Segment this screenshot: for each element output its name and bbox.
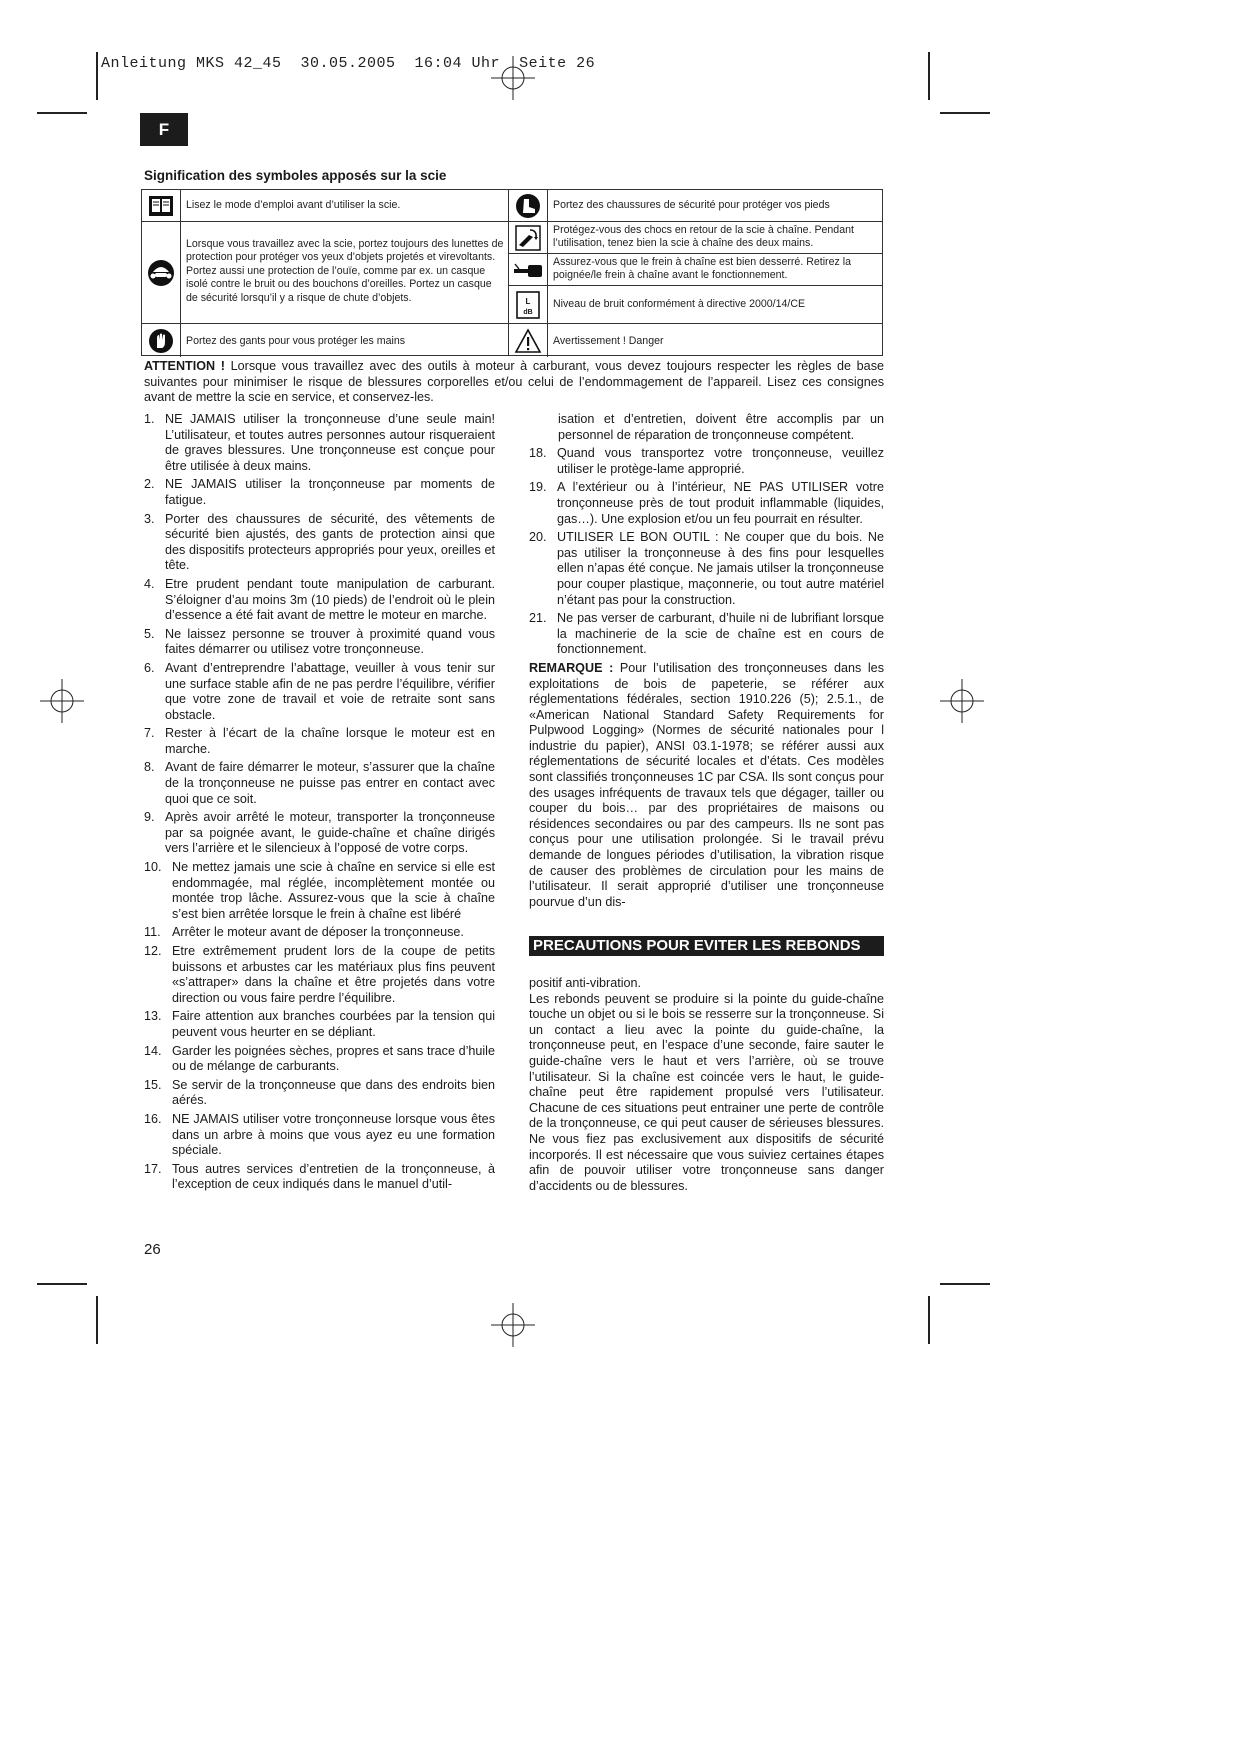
- list-number: 16.: [144, 1111, 162, 1126]
- list-number: 5.: [144, 626, 155, 641]
- chain-brake-icon: [509, 254, 548, 285]
- page-number: 26: [144, 1241, 161, 1258]
- print-slug: Anleitung MKS 42_45 30.05.2005 16:04 Uhr Seite 26: [101, 55, 596, 72]
- symbol-text: Portez des chaussures de sécurité pour protéger vos pieds: [553, 199, 830, 211]
- list-item: [144, 1162, 495, 1193]
- list-text: Se servir de la tronçonneuse que dans des endroits bien aérés.: [172, 1077, 495, 1108]
- list-text: Ne laissez personne se trouver à proximité quand vous faites démarrer ou utilisez votre tronçonneuse.: [165, 626, 495, 657]
- registration-mark-left: [40, 679, 84, 723]
- symbol-row: [142, 324, 508, 357]
- registration-mark-bottom: [491, 1303, 535, 1347]
- symbol-row: [509, 222, 882, 254]
- list-number: 17.: [144, 1161, 162, 1176]
- list-item: [144, 760, 495, 807]
- list-item: [529, 611, 884, 658]
- list-item: [144, 1112, 495, 1159]
- list-item: [144, 512, 495, 574]
- attention-paragraph: [144, 359, 884, 406]
- attention-label: ATTENTION !: [144, 359, 225, 373]
- list-item: [529, 530, 884, 608]
- list-item: [144, 726, 495, 757]
- symbol-text: Lorsque vous travaillez avec la scie, portez toujours des lunettes de protection pour protéger vos yeux d’objets projetés et virevoltants. Portez aussi une protection de l’ouïe, comme par ex. un casque isolé contre le bruit ou des bouchons d’oreilles. Portez un casque de sécurité lorsqu’il y a risque de chute d’objets.: [186, 238, 504, 304]
- list-text: Etre prudent pendant toute manipulation de carburant. S’éloigner d’au moins 3m (10 pieds) de l’endroit où le plein d’essence a été fait avant de mettre le moteur en marche.: [165, 576, 495, 623]
- list-item: [144, 810, 495, 857]
- list-item: [144, 661, 495, 723]
- crop-mark-bottom-left-vertical: [96, 1296, 98, 1344]
- rules-right-column: [529, 412, 884, 1194]
- list-number: 9.: [144, 810, 155, 825]
- symbol-row: [509, 254, 882, 286]
- manual-book-icon: [142, 190, 181, 221]
- list-text: Faire attention aux branches courbées par la tension qui peuvent vous heurter en se dépliant.: [172, 1009, 495, 1039]
- kickback-icon: [509, 222, 548, 253]
- symbol-row: [509, 324, 882, 357]
- symbol-text: Protégez-vous des chocs en retour de la scie à chaîne. Pendant l’utilisation, tenez bien la scie à chaîne des deux mains.: [553, 224, 854, 250]
- svg-text:L: L: [525, 296, 531, 306]
- list-number: 11.: [144, 925, 161, 940]
- symbol-table-left-column: [142, 190, 509, 355]
- list-item: [529, 446, 884, 477]
- list-number: 4.: [144, 576, 155, 591]
- list-number: 12.: [144, 944, 162, 958]
- list-item-continued: isation et d’entretien, doivent être accomplis par un personnel de réparation de tronçonneuse compétent.: [558, 412, 884, 442]
- crop-mark-top-right-horizontal: [940, 112, 990, 114]
- list-number: 8.: [144, 760, 155, 775]
- list-number: 14.: [144, 1043, 162, 1058]
- crop-mark-bottom-right-horizontal: [940, 1283, 990, 1285]
- symbol-text: Lisez le mode d’emploi avant d’utiliser la scie.: [186, 199, 401, 211]
- list-item: [144, 627, 495, 658]
- crop-mark-bottom-right-vertical: [928, 1296, 930, 1344]
- list-number: 18.: [529, 446, 547, 461]
- symbol-row: [142, 190, 508, 222]
- remark-continuation: positif anti-vibration.: [529, 976, 641, 990]
- list-number: 20.: [529, 530, 547, 545]
- list-number: 19.: [529, 480, 547, 495]
- list-text: Quand vous transportez votre tronçonneuse, veuillez utiliser le protège-lame approprié.: [557, 446, 884, 476]
- attention-text: Lorsque vous travaillez avec des outils à moteur à carburant, vous devez toujours respecter les règles de base suivantes pour minimiser le risque de blessures corporelles et/ou celui de l’endommagement de l’appareil. Lisez ces consignes avant de mettre la scie en service, et conservez-les.: [144, 359, 884, 405]
- symbol-row: [509, 190, 882, 222]
- list-text: Arrêter le moteur avant de déposer la tronçonneuse.: [172, 925, 464, 940]
- list-text: Ne pas verser de carburant, d’huile ni de lubrifiant lorsque la machinerie de la scie de chaîne est en cours de fonctionnement.: [557, 611, 884, 657]
- list-item: [144, 477, 495, 508]
- list-item: [144, 577, 495, 624]
- list-text: NE JAMAIS utiliser votre tronçonneuse lorsque vous êtes dans un arbre à moins que vous ayez eu une formation spéciale.: [172, 1111, 495, 1158]
- list-item: [144, 925, 495, 941]
- gloves-icon: [142, 324, 181, 357]
- symbol-table-right-column: [509, 190, 882, 355]
- crop-mark-top-left-horizontal: [37, 112, 87, 114]
- list-text: Tous autres services d’entretien de la tronçonneuse, à l’exception de ceux indiqués dans le manuel d’util-: [172, 1161, 495, 1192]
- warning-triangle-icon: [509, 324, 548, 357]
- list-item: [144, 412, 495, 474]
- svg-text:dB: dB: [523, 308, 533, 316]
- list-text: Garder les poignées sèches, propres et sans trace d’huile ou de mélange de carburants.: [172, 1043, 495, 1074]
- list-text: UTILISER LE BON OUTIL : Ne couper que du bois. Ne pas utiliser la tronçonneuse à des fins pour lesquelles ellen n’apas été conçue. Ne jamais utilser la tronçonneuse pour couper plastique, maçonnerie, ou tout autre matériel n’étant pas pour la construction.: [557, 530, 884, 607]
- remark-text: Pour l’utilisation des tronçonneuses dans les exploitations de bois de papeterie, se référer aux réglementations fédérales, section 1910.226 (5); 2.5.1., de «American National Standard Safety Requirements for Pulpwood Logging» (Normes de sécurité nationales pour l industrie du papier), ANSI 03.1-1978; se référer aussi aux réglementations de sécurité locales et d’états. Ces modèles sont classifiés tronçonneuses 1C par CSA. Ils sont conçus pour des usages infréquents de travaux tels que dégager, tailler ou couper du bois… par des propriétaires de maisons ou résidences secondaires ou par des campeurs. Ils ne sont pas conçus pour une utilisation prolongée. Si le travail prévu demande de longues périodes d’utilisation, la vibration risque de causer des problèmes de circulation pour les mains de l’utilisateur. Il serait approprié d’utiliser une tronçonneuse pourvue d’un dis-: [529, 660, 884, 909]
- registration-mark-right: [940, 679, 984, 723]
- crop-mark-top-left-vertical: [96, 52, 98, 100]
- list-item: [144, 944, 495, 1006]
- remark-label: REMARQUE :: [529, 660, 614, 675]
- crop-mark-bottom-left-horizontal: [37, 1283, 87, 1285]
- rules-left-column: [144, 412, 495, 1196]
- symbol-text: Niveau de bruit conformément à directive 2000/14/CE: [553, 298, 806, 310]
- symbol-text: Portez des gants pour vous protéger les mains: [186, 335, 406, 347]
- symbol-text: Avertissement ! Danger: [553, 335, 664, 347]
- list-item: [144, 1044, 495, 1075]
- list-text: Rester à l’écart de la chaîne lorsque le moteur est en marche.: [165, 726, 495, 756]
- list-number: 10.: [144, 860, 162, 875]
- safety-boots-icon: [509, 190, 548, 221]
- list-number: 3.: [144, 511, 155, 526]
- list-text: Etre extrêmement prudent lors de la coupe de petits buissons et arbustes car les matériaux plus fins peuvent «s’attraper» dans la chaîne et être projetés dans votre direction ou vous faire perdre l’équilibre.: [172, 944, 495, 1005]
- remark-paragraph: [529, 661, 884, 911]
- list-text: A l’extérieur ou à l’intérieur, NE PAS UTILISER votre tronçonneuse près de tout produit inflammable (liquides, gas…). Une explosion et/ou un feu pourrait en résulter.: [557, 480, 884, 526]
- list-text: Porter des chaussures de sécurité, des vêtements de sécurité bien ajustés, des gants de protection ainsi que des dispositifs protecteurs appropriés pour yeux, oreilles et tête.: [165, 511, 495, 573]
- symbol-text: Assurez-vous que le frein à chaîne est bien desserré. Retirez la poignée/le frein à chaîne avant le fonctionnement.: [553, 256, 851, 282]
- list-number: 1.: [144, 412, 155, 426]
- list-number: 13.: [144, 1009, 162, 1024]
- list-item: [144, 1009, 495, 1040]
- list-number: 2.: [144, 477, 155, 492]
- list-text: Ne mettez jamais une scie à chaîne en service si elle est endommagée, mal réglée, incomplètement montée ou montée trop lâche. Assurez-vous que la scie à chaîne s’est bien arrêtée lorsque le frein à chaîne est libéré: [172, 860, 495, 921]
- noise-level-icon: [509, 286, 548, 323]
- list-item: [144, 860, 495, 922]
- helmet-goggles-earmuffs-icon: [142, 222, 181, 323]
- list-number: 21.: [529, 611, 547, 626]
- symbol-table: [141, 189, 883, 356]
- list-text: NE JAMAIS utiliser la tronçonneuse par moments de fatigue.: [165, 477, 495, 507]
- symbol-row: [142, 222, 508, 324]
- list-number: 6.: [144, 660, 155, 675]
- symbol-table-title: Signification des symboles apposés sur la scie: [144, 168, 447, 183]
- list-item: [529, 480, 884, 527]
- list-number: 7.: [144, 726, 155, 741]
- section-heading-kickback: PRECAUTIONS POUR EVITER LES REBONDS: [529, 936, 884, 956]
- list-text: Après avoir arrêté le moteur, transporter la tronçonneuse par sa poignée avant, le guide-chaîne et chaîne dirigés vers l’arrière et le silencieux à l’opposé de votre corps.: [165, 810, 495, 856]
- kickback-paragraph: Les rebonds peuvent se produire si la pointe du guide-chaîne touche un objet ou si le bois se resserre sur la tronçonneuse. Si un contact a lieu avec la pointe du guide-chaîne, la tronçonneuse peut, en l’espace d’une seconde, faire sauter le guide-chaîne vers le haut et vers l’arrière, où se trouve l’utilisateur. Si la chaîne est coincée vers le haut, le guide-chaîne peut être rapidement propulsé vers l’utilisateur. Chacune de ces situations peut entrainer une perte de contrôle de la tronçonneuse, ce qui peut causer de sérieuses blessures. Ne vous fiez pas exclusivement aux dispositifs de sécurité incorporés. Il est nécessaire que vous suiviez certaines étapes afin de pouvoir utiliser votre tronçonneuse sans danger d’accidents ou de blessures.: [529, 991, 884, 1193]
- list-text: Avant de faire démarrer le moteur, s’assurer que la chaîne de la tronçonneuse ne puisse pas entrer en contact avec quoi que ce soit.: [165, 760, 495, 806]
- list-text: NE JAMAIS utiliser la tronçonneuse d’une seule main! L’utilisateur, et toutes autres personnes autour risqueraient de graves blessures. Une tronçonneuse est conçue pour être utilisée à deux mains.: [165, 412, 495, 473]
- language-tab: F: [140, 113, 188, 146]
- list-text: Avant d’entreprendre l’abattage, veuiller à vous tenir sur une surface stable afin de ne pas perdre l’équilibre, vérifier que votre zone de travail et voie de retraite sont sans obstacle.: [165, 660, 495, 722]
- list-number: 15.: [144, 1077, 162, 1092]
- crop-mark-top-right-vertical: [928, 52, 930, 100]
- symbol-row: [509, 286, 882, 324]
- list-item: [144, 1078, 495, 1109]
